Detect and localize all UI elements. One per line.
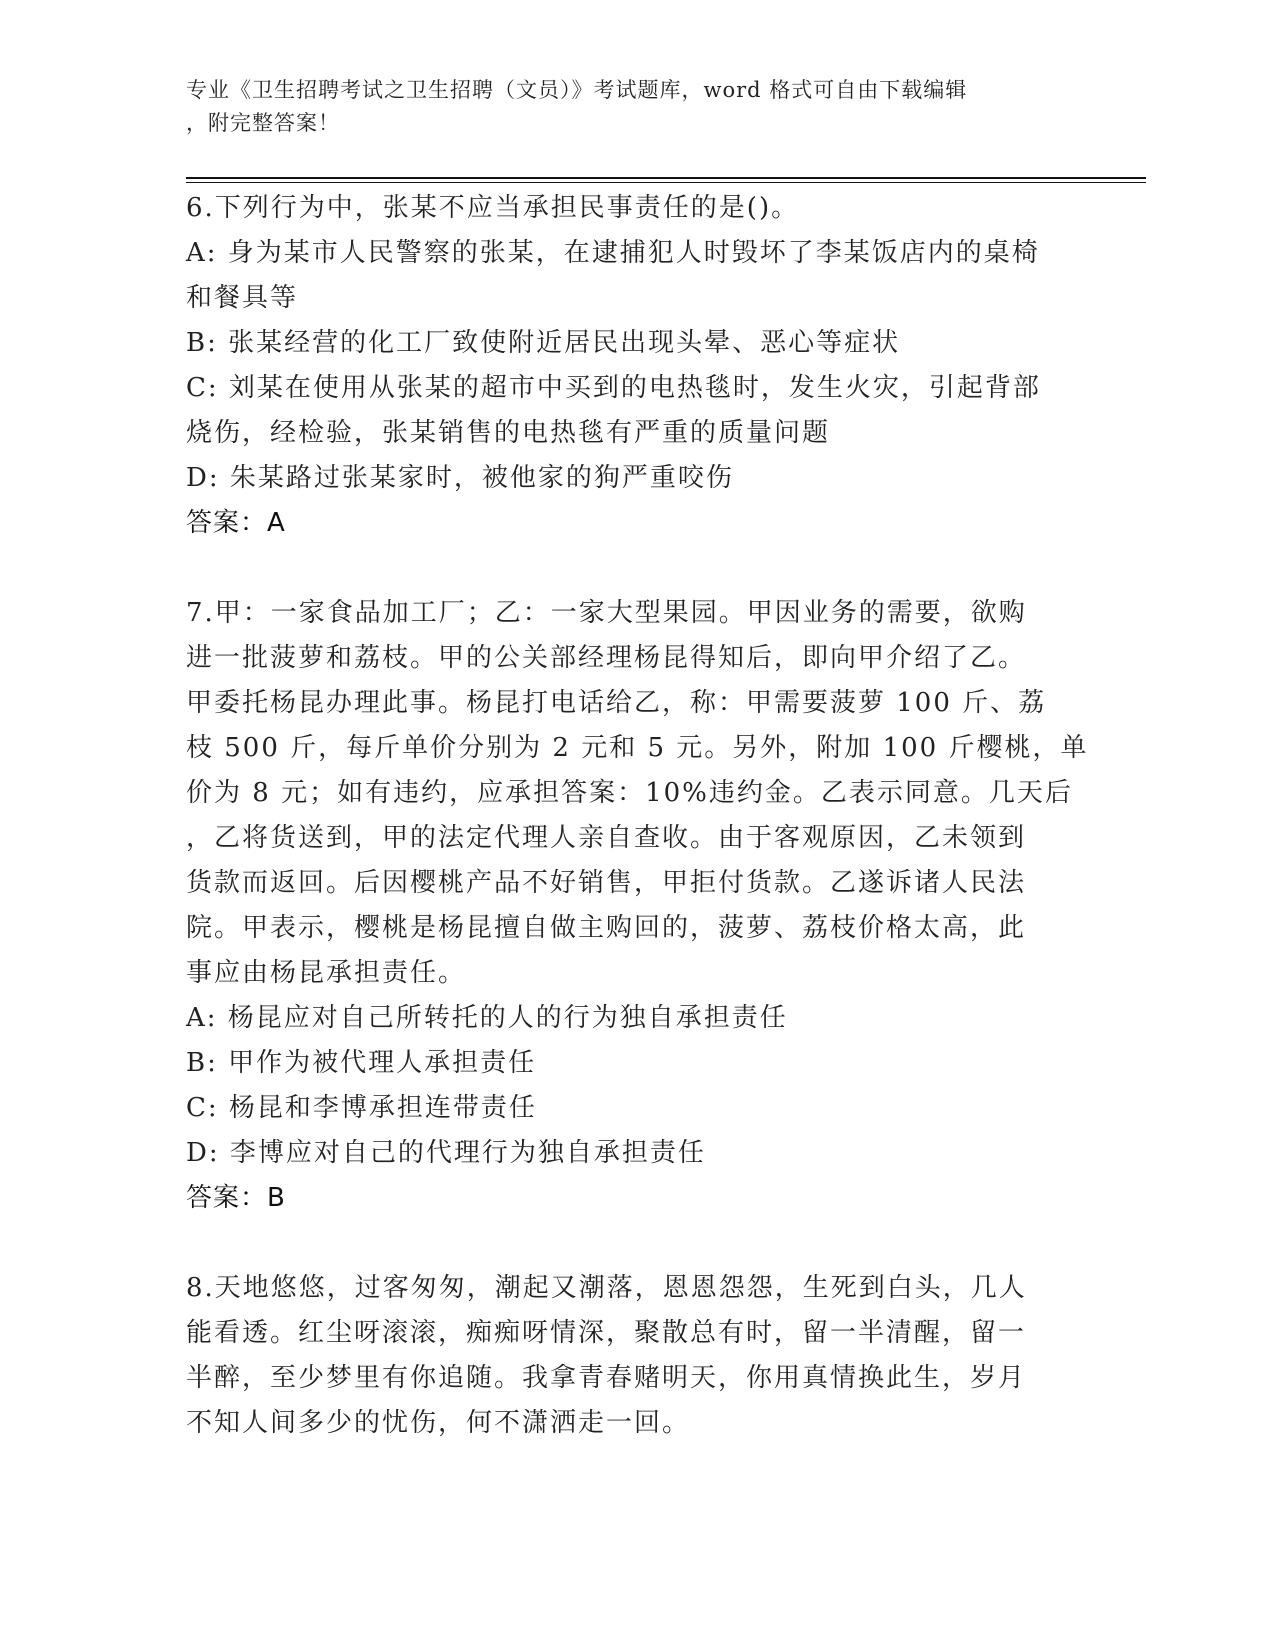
- question-stem-line: 枝 500 斤，每斤单价分别为 2 元和 5 元。另外，附加 100 斤樱桃，单: [186, 733, 1089, 763]
- header-divider-thick: [186, 177, 1146, 179]
- option-c-line: C: 杨昆和李博承担连带责任: [186, 1093, 537, 1123]
- question-stem-line: 院。甲表示，樱桃是杨昆擅自做主购回的，菠萝、荔枝价格太高，此: [186, 913, 1027, 943]
- question-stem-line: 半醉，至少梦里有你追随。我拿青春赌明天，你用真情换此生，岁月: [186, 1363, 1027, 1393]
- answer-label: 答案：A: [186, 508, 286, 538]
- question-stem-line: 不知人间多少的忧伤，何不潇洒走一回。: [186, 1408, 691, 1438]
- question-list: [186, 186, 1089, 1446]
- option-b-line: B: 甲作为被代理人承担责任: [186, 1048, 537, 1078]
- question-stem-line: 6.下列行为中，张某不应当承担民事责任的是()。: [186, 193, 800, 223]
- question-stem-line: 价为 8 元；如有违约，应承担答案：10%违约金。乙表示同意。几天后: [186, 778, 1073, 808]
- header-divider-thin: [186, 182, 1146, 183]
- option-c-line: 烧伤，经检验，张某销售的电热毯有严重的质量问题: [186, 418, 831, 448]
- question-stem-line: 事应由杨昆承担责任。: [186, 958, 467, 988]
- question-7: [186, 591, 1089, 1221]
- question-stem-line: ，乙将货送到，甲的法定代理人亲自查收。由于客观原因，乙未领到: [186, 823, 1027, 853]
- question-6: [186, 186, 1086, 546]
- option-a-line: 和餐具等: [186, 283, 299, 313]
- question-stem-line: 能看透。红尘呀滚滚，痴痴呀情深，聚散总有时，留一半清醒，留一: [186, 1318, 1027, 1348]
- answer-label: 答案：B: [186, 1183, 286, 1213]
- option-d-line: D: 李博应对自己的代理行为独自承担责任: [186, 1138, 706, 1168]
- question-stem-line: 进一批菠萝和荔枝。甲的公关部经理杨昆得知后，即向甲介绍了乙。: [186, 643, 1027, 673]
- page-header: [186, 74, 1066, 140]
- option-d-line: D: 朱某路过张某家时，被他家的狗严重咬伤: [186, 463, 734, 493]
- option-a-line: A: 身为某市人民警察的张某，在逮捕犯人时毁坏了李某饭店内的桌椅: [186, 238, 1040, 268]
- option-c-line: C: 刘某在使用从张某的超市中买到的电热毯时，发生火灾，引起背部: [186, 373, 1041, 403]
- question-stem-line: 甲委托杨昆办理此事。杨昆打电话给乙，称：甲需要菠萝 100 斤、荔: [186, 688, 1047, 718]
- option-a-line: A: 杨昆应对自己所转托的人的行为独自承担责任: [186, 1003, 788, 1033]
- question-stem-line: 7.甲：一家食品加工厂；乙：一家大型果园。甲因业务的需要，欲购: [186, 598, 1027, 628]
- header-line: 专业《卫生招聘考试之卫生招聘（文员）》考试题库，word 格式可自由下载编辑: [186, 78, 968, 102]
- option-b-line: B: 张某经营的化工厂致使附近居民出现头晕、恶心等症状: [186, 328, 901, 358]
- question-stem-line: 货款而返回。后因樱桃产品不好销售，甲拒付货款。乙遂诉诸人民法: [186, 868, 1027, 898]
- question-stem-line: 8.天地悠悠，过客匆匆，潮起又潮落，恩恩怨怨，生死到白头，几人: [186, 1273, 1027, 1303]
- header-line: ，附完整答案！: [186, 111, 340, 135]
- question-8: [186, 1266, 1086, 1446]
